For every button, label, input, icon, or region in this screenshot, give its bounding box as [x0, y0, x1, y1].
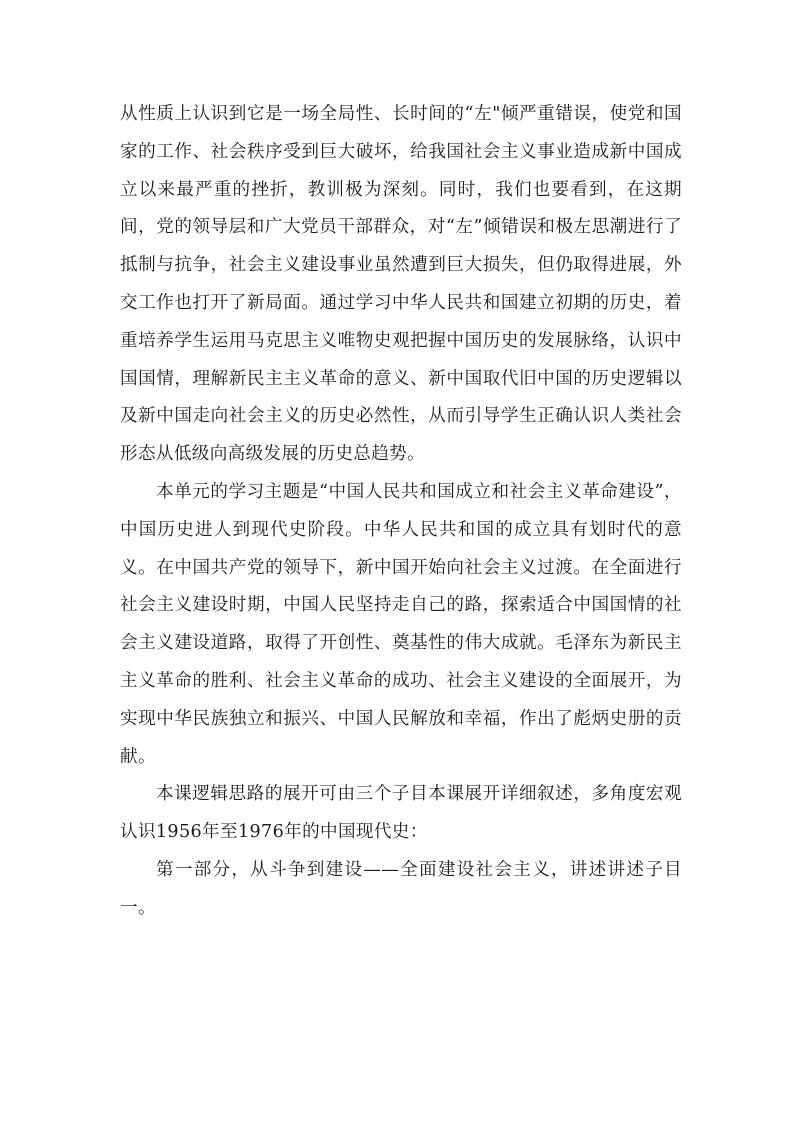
paragraph-4: 第一部分，从斗争到建设——全面建设社会主义，讲述讲述子目一。: [120, 859, 682, 918]
paragraph-3: 本课逻辑思路的展开可由三个子目本课展开详细叙述，多角度宏观认识1956年至1976年的中国现代史：: [120, 784, 682, 843]
paragraph-2: 本单元的学习主题是“中国人民共和国成立和社会主义革命建设”，中国历史进人到现代史阶段。中华人民共和国的成立具有划时代的意义。在中国共产党的领导下，新中国开始向社会主义过渡。在全面进行社会主义建设时期，中国人民坚持走自己的路，探索适合中国国情的社会主义建设道路，取得了开创性、奠基性的伟大成就。毛泽东为新民主主义革命的胜利、社会主义革命的成功、社会主义建设的全面展开，为实现中华民族独立和振兴、中国人民解放和幸福，作出了彪炳史册的贡献。: [120, 481, 682, 767]
paragraph-1: 从性质上认识到它是一场全局性、长时间的“左"倾严重错误，使党和国家的工作、社会秩序受到巨大破坏，给我国社会主义事业造成新中国成立以来最严重的挫折，教训极为深刻。同时，我们也要看到，在这期间，党的领导层和广大党员干部群众，对“左”倾错误和极左思潮进行了抵制与抗争，社会主义建设事业虽然遭到巨大损失，但仍取得进展，外交工作也打开了新局面。通过学习中华人民共和国建立初期的历史，着重培养学生运用马克思主义唯物史观把握中国历史的发展脉络，认识中国国情，理解新民主主义革命的意义、新中国取代旧中国的历史逻辑以及新中国走向社会主义的历史必然性，从而引导学生正确认识人类社会形态从低级向高级发展的历史总趋势。: [120, 104, 682, 465]
document-body: [120, 96, 682, 928]
